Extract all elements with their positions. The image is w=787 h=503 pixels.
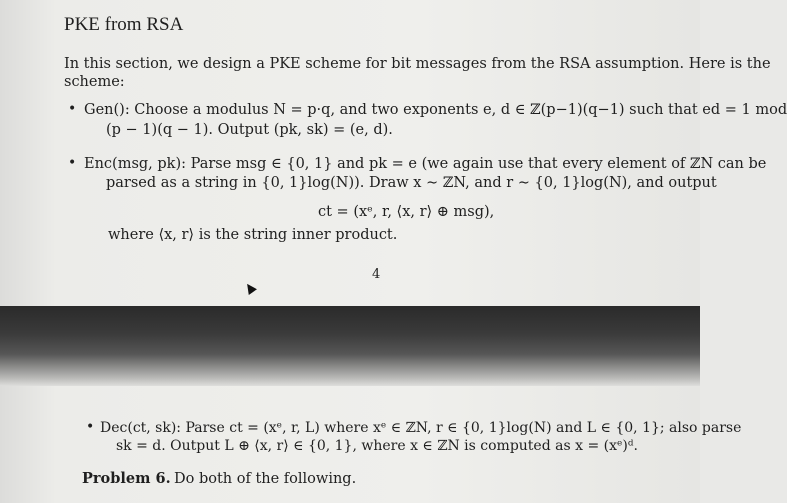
bullet-icon: •: [68, 155, 77, 171]
bullet-icon: •: [68, 101, 77, 117]
enc-line-1: Enc(msg, pk): Parse msg ∈ {0, 1} and pk = e (we again use that every element of ℤN can be: [84, 156, 767, 172]
gen-line-1: Gen(): Choose a modulus N = p·q, and two exponents e, d ∈ ℤ(p−1)(q−1) such that ed = 1 mod: [84, 102, 787, 118]
enc-line-2: parsed as a string in {0, 1}log(N)). Draw x ∼ ℤN, and r ∼ {0, 1}log(N), and output: [106, 175, 717, 191]
problem-label: Problem 6.: [82, 470, 171, 487]
intro-line-2: scheme:: [64, 74, 125, 90]
gen-line-2: (p − 1)(q − 1). Output (pk, sk) = (e, d).: [106, 122, 393, 138]
page-number: 4: [372, 267, 381, 282]
intro-line-1: In this section, we design a PKE scheme for bit messages from the RSA assumption. Here is the: [64, 56, 771, 72]
dec-line-1: Dec(ct, sk): Parse ct = (xᵉ, r, L) where xᵉ ∈ ℤN, r ∈ {0, 1}log(N) and L ∈ {0, 1}; also parse: [100, 420, 742, 436]
section-title: PKE from RSA: [64, 14, 184, 35]
enc-where: where ⟨x, r⟩ is the string inner product.: [108, 227, 398, 243]
bullet-icon: •: [86, 419, 95, 435]
enc-formula: ct = (xᵉ, r, ⟨x, r⟩ ⊕ msg),: [318, 204, 495, 220]
page-divider: [0, 306, 700, 386]
dec-line-2: sk = d. Output L ⊕ ⟨x, r⟩ ∈ {0, 1}, where x ∈ ℤN is computed as x = (xᵉ)ᵈ.: [116, 438, 638, 454]
problem-text: Do both of the following.: [174, 471, 357, 487]
